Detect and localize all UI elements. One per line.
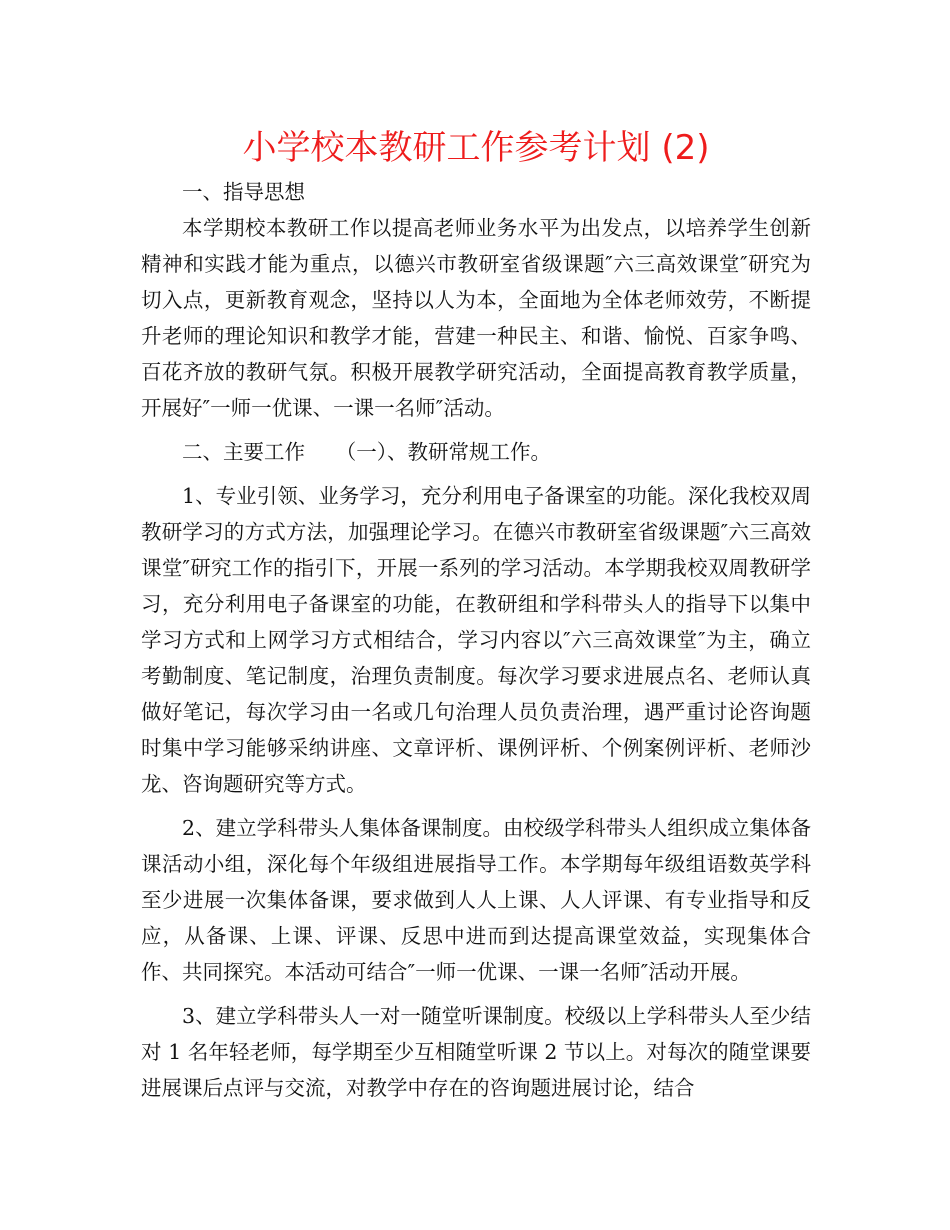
paragraph-item-3: 3、建立学科带头人一对一随堂听课制度。校级以上学科带头人至少结对 1 名年轻老师，每学期至少互相随堂听课 2 节以上。对每次的随堂课要进展课后点评与交流，对教学中存在的咨询题进展讨论，结合 (141, 1004, 811, 1100)
paragraph-item-2: 2、建立学科带头人集体备课制度。由校级学科带头人组织成立集体备课活动小组，深化每个年级组进展指导工作。本学期每年级组语数英学科至少进展一次集体备课，要求做到人人上课、人人评课、有专业指导和反应，从备课、上课、评课、反思中进而到达提高课堂效益，实现集体合作、共同探究。本活动可结合″一师一优课、一课一名师″活动开展。 (141, 816, 811, 984)
paragraph-guiding-thought: 本学期校本教研工作以提高老师业务水平为出发点，以培养学生创新精神和实践才能为重点，以德兴市教研室省级课题″六三高效课堂″研究为切入点，更新教育观念，坚持以人为本，全面地为全体老师效劳，不断提升老师的理论知识和教学才能，营建一种民主、和谐、愉悦、百家争鸣、百花齐放的教研气氛。积极开展教学研究活动，全面提高教育教学质量，开展好″一师一优课、一课一名师″活动。 (141, 216, 811, 420)
document-title: 小学校本教研工作参考计划 (2) (242, 128, 710, 168)
document-page (141, 122, 811, 1106)
section-heading-main-work: 二、主要工作 （一）、教研常规工作。 (182, 440, 551, 464)
paragraph-item-1: 1、专业引领、业务学习，充分利用电子备课室的功能。深化我校双周教研学习的方式方法，加强理论学习。在德兴市教研室省级课题″六三高效课堂″研究工作的指引下，开展一系列的学习活动。本学期我校双周教研学习，充分利用电子备课室的功能，在教研组和学科带头人的指导下以集中学习方式和上网学习方式相结合，学习内容以″六三高效课堂″为主，确立考勤制度、笔记制度，治理负责制度。每次学习要求进展点名、老师认真做好笔记，每次学习由一名或几句治理人员负责治理，遇严重讨论咨询题时集中学习能够采纳讲座、文章评析、课例评析、个例案例评析、老师沙龙、咨询题研究等方式。 (141, 484, 811, 796)
section-heading-guiding-thought: 一、指导思想 (182, 180, 305, 204)
